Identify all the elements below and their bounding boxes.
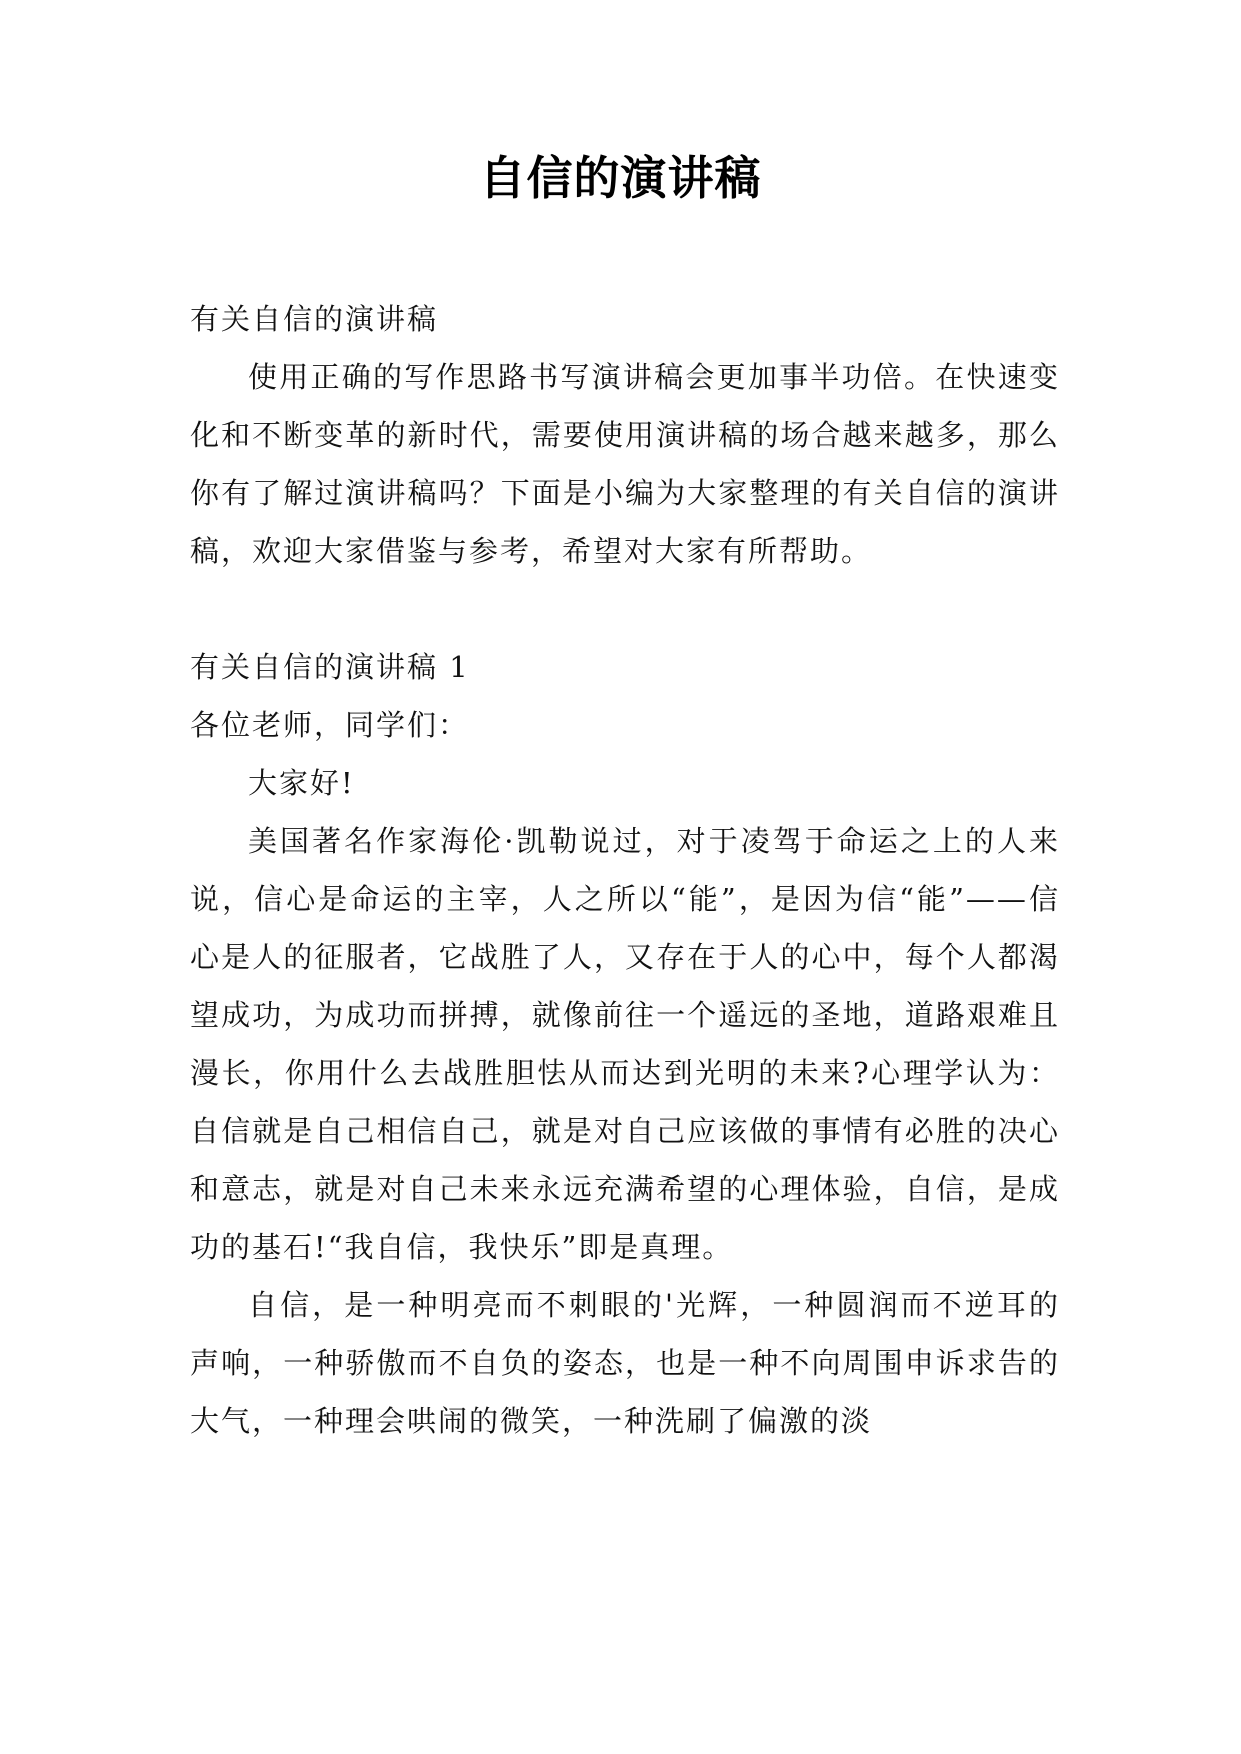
document-body bbox=[190, 290, 1060, 1450]
intro-paragraph: 使用正确的写作思路书写演讲稿会更加事半功倍。在快速变化和不断变革的新时代，需要使用演讲稿的场合越来越多，那么你有了解过演讲稿吗？下面是小编为大家整理的有关自信的演讲稿，欢迎大家借鉴与参考，希望对大家有所帮助。 bbox=[190, 360, 1060, 568]
intro-heading: 有关自信的演讲稿 bbox=[190, 302, 439, 336]
greeting: 大家好! bbox=[248, 766, 355, 800]
section-spacer bbox=[190, 580, 1060, 638]
section-heading: 有关自信的演讲稿 1 bbox=[190, 650, 470, 684]
body-paragraph-1: 美国著名作家海伦·凯勒说过，对于凌驾于命运之上的人来说，信心是命运的主宰，人之所以“能”，是因为信“能”——信心是人的征服者，它战胜了人，又存在于人的心中，每个人都渴望成功，为成功而拼搏，就像前往一个遥远的圣地，道路艰难且漫长，你用什么去战胜胆怯从而达到光明的未来?心理学认为：自信就是自己相信自己，就是对自己应该做的事情有必胜的决心和意志，就是对自己未来永远充满希望的心理体验，自信，是成功的基石!“我自信，我快乐”即是真理。 bbox=[190, 824, 1060, 1264]
document-title: 自信的演讲稿 bbox=[479, 151, 762, 205]
salutation: 各位老师，同学们： bbox=[190, 708, 470, 742]
body-paragraph-2: 自信，是一种明亮而不刺眼的'光辉，一种圆润而不逆耳的声响，一种骄傲而不自负的姿态，也是一种不向周围申诉求告的大气，一种理会哄闹的微笑，一种洗刷了偏激的淡 bbox=[190, 1288, 1060, 1438]
